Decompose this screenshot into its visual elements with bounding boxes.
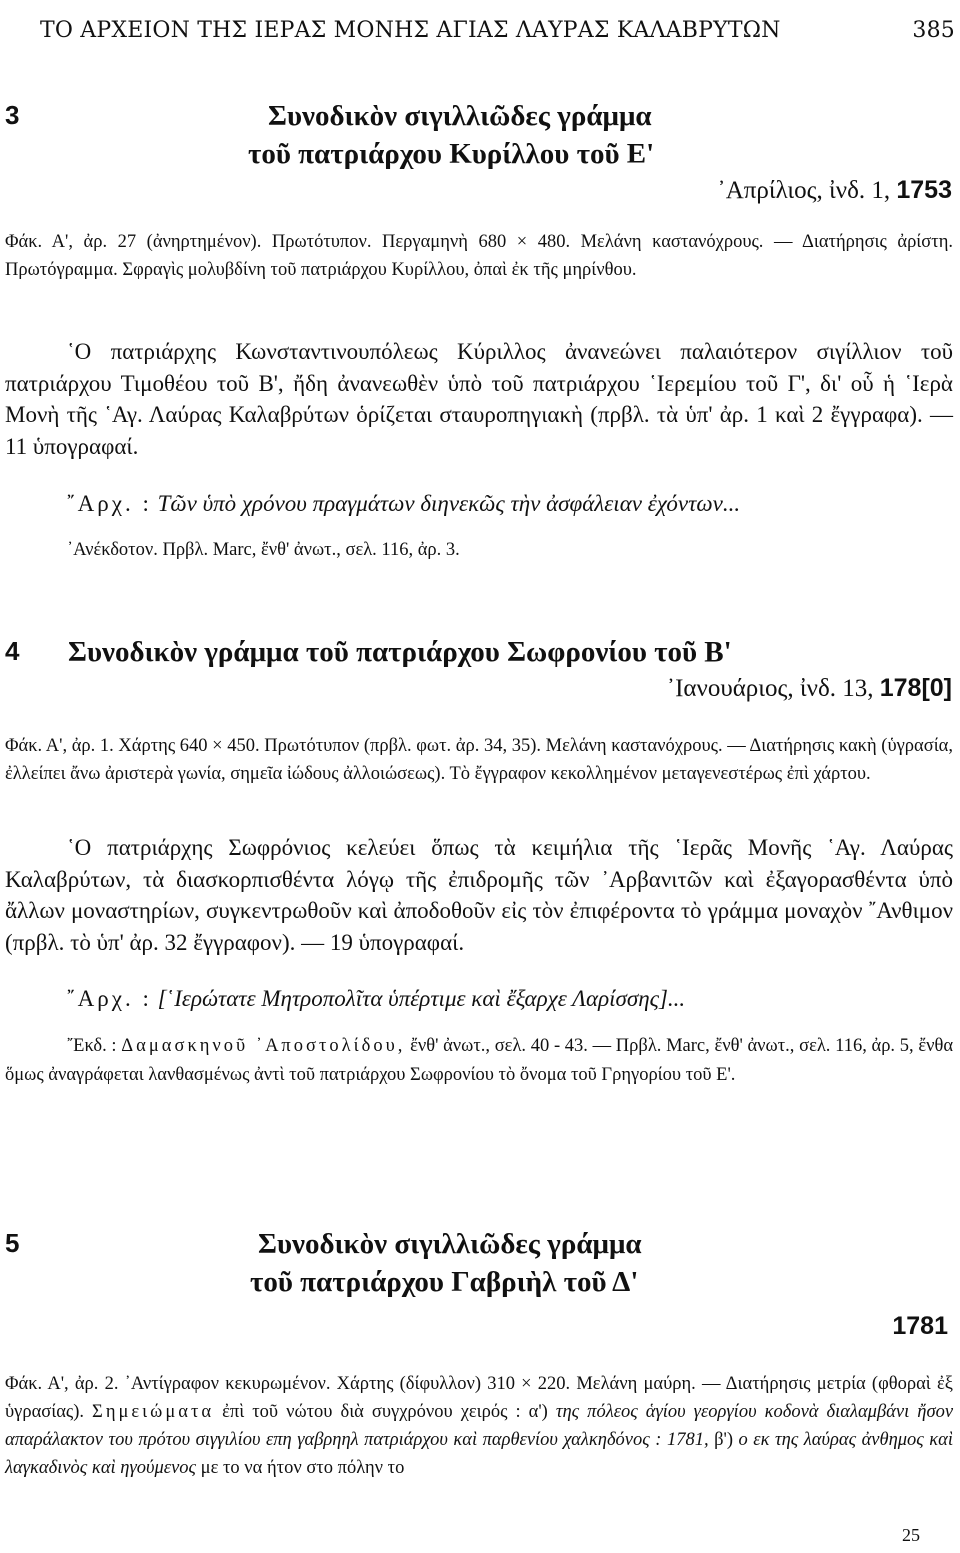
- doc4-edition-rest: ἔνθ' ἀνωτ., σελ. 40 - 43. — Πρβλ. Marc, ἔνθ' ἀνωτ., σελ. 116, ἀρ. 5, ἔνθα ὅμως ἀναγράφεται λανθασμένως ἀντὶ τοῦ πατριάρχου Σωφρονίου τὸ ὄνομα τοῦ Γρηγορίου τοῦ Ε'.: [5, 1036, 954, 1085]
- doc3-number: 3: [5, 100, 20, 130]
- doc3-body: [5, 336, 953, 462]
- doc4-number: 4: [5, 636, 20, 666]
- doc3-incipit: [67, 491, 740, 517]
- doc5-title-line1: Συνοδικὸν σιγιλλιῶδες γράμμα: [258, 1228, 642, 1260]
- doc4-incipit-text: [῾Ιερώτατε Μητροπολῖτα ὑπέρτιμε καὶ ἔξαρχε Λαρίσσης]...: [157, 986, 686, 1011]
- signature-mark: 25: [902, 1525, 920, 1545]
- doc5-note-a: της πόλεος ἁγίου γεοργίου κοδονὰ διαλαμβάνι ἤσον απαράλακτον του πρότου σιγγιλίου επη γαβρηηλ πατριάρχου καὶ παρθενίου χαλκηδόνος : 1781,: [5, 1402, 954, 1450]
- doc5-title-line2: τοῦ πατριάρχου Γαβριὴλ τοῦ Δ': [250, 1266, 639, 1298]
- doc5-description-start: Φάκ. Α', ἀρ. 2. ᾿Αντίγραφον κεκυρωμένον. Χάρτης (δίφυλλον) 310 × 220. Μελάνη μαύρη. — Διατήρησις μετρία (φθοραὶ ἐξ ὑγρασίας).: [5, 1374, 953, 1422]
- doc4-edition-author: Δαμασκηνοῦ ᾿Αποστολίδου,: [121, 1036, 406, 1056]
- doc3-incipit-label: ῎Αρχ. :: [67, 491, 152, 516]
- doc3-body-text: ῾Ο πατριάρχης Κωνσταντινουπόλεως Κύριλλος ἀνανεώνει παλαιότερον σιγίλλιον τοῦ πατριάρχου Τιμοθέου τοῦ Β', ἤδη ἀνανεωθὲν ὑπὸ τοῦ πατριάρχου ῾Ιερεμίου τοῦ Γ', δι' οὗ ἡ ῾Ιερὰ Μονὴ τῆς ῾Αγ. Λαύρας Καλαβρύτων ὁρίζεται σταυροπηγιακὴ (πρβλ. τὰ ὑπ' ἀρ. 1 καὶ 2 ἔγγραφα). — 11 ὑπογραφαί.: [5, 339, 953, 459]
- doc5-note-b-label: β'): [714, 1430, 734, 1450]
- page-number: 385: [912, 18, 955, 43]
- doc4-year: 178[0]: [879, 674, 952, 702]
- running-head: [40, 18, 955, 43]
- doc4-title: Συνοδικὸν γράμμα τοῦ πατριάρχου Σωφρονίου τοῦ Β': [68, 636, 732, 668]
- doc4-incipit: [67, 986, 685, 1012]
- doc3-edition: ᾿Ανέκδοτον. Πρβλ. Marc, ἔνθ' ἀνωτ., σελ. 116, ἀρ. 3.: [67, 540, 460, 560]
- doc4-body: [5, 832, 953, 958]
- doc4-date-text: ᾿Ιανουάριος, ἰνδ. 13,: [666, 675, 874, 702]
- doc4-body-text: ῾Ο πατριάρχης Σωφρόνιος κελεύει ὅπως τὰ κειμήλια τῆς ῾Ιερᾶς Μονῆς ῾Αγ. Λαύρας Καλαβρύτων, τὰ διασκορπισθέντα λόγῳ τῆς ἐπιδρομῆς τῶν ᾿Αρβανιτῶν καὶ ἐξαγορασθέντα ὑπὸ ἄλλων μοναστηρίων, συγκεντρωθοῦν καὶ ἀποδοθοῦν εἰς τὸν ἐπιφέροντα τὸ γράμμα μοναχὸν ῎Ανθιμον (πρβλ. τὸ ὑπ' ἀρ. 32 ἔγγραφον). — 19 ὑπογραφαί.: [5, 835, 953, 955]
- doc4-incipit-label: ῎Αρχ. :: [67, 986, 152, 1011]
- doc5-number: 5: [5, 1228, 20, 1258]
- doc3-dateline: [717, 176, 952, 205]
- doc5-note-b-end: με το να ήτον στο πόλην το: [200, 1458, 405, 1478]
- doc5-notes-label: Σημειώματα: [92, 1402, 215, 1422]
- doc3-date-text: ᾿Απρίλιος, ἰνδ. 1,: [717, 177, 891, 204]
- doc4-description: Φάκ. Α', ἀρ. 1. Χάρτης 640 × 450. Πρωτότυπον (πρβλ. φωτ. ἀρ. 34, 35). Μελάνη καστανόχρους. — Διατήρησις κακὴ (ὑγρασία, ἐλλείπει ἄνω ἀριστερὰ γωνία, σημεῖα ἰώδους ἀλλοιώσεως). Τὸ ἔγγραφον κεκολλημένον μεταγενεστέρως ἐπὶ χάρτου.: [5, 736, 953, 784]
- running-head-title: ΤΟ ΑΡΧΕΙΟΝ ΤΗΣ ΙΕΡΑΣ ΜΟΝΗΣ ΑΓΙΑΣ ΛΑΥΡΑΣ ΚΑΛΑΒΡΥΤΩΝ: [40, 18, 781, 43]
- doc5-note-b: ο εκ της λαύρας ἀνθημος καὶ λαγκαδινὸς καὶ ηγούμενος: [5, 1430, 954, 1478]
- doc3-year: 1753: [896, 176, 952, 204]
- doc5-notes-intro: ἐπὶ τοῦ νώτου διὰ συγχρόνου χειρός : α'): [222, 1402, 548, 1422]
- doc5-year: 1781: [892, 1312, 948, 1340]
- doc3-incipit-text: Τῶν ὑπὸ χρόνου πραγμάτων διηνεκῶς τὴν ἀσφάλειαν ἐχόντων...: [157, 491, 741, 516]
- doc5-description: [5, 1370, 953, 1482]
- doc3-description: Φάκ. Α', ἀρ. 27 (ἀνηρτημένον). Πρωτότυπον. Περγαμηνὴ 680 × 480. Μελάνη καστανόχρους. — Διατήρησις ἀρίστη. Πρωτόγραμμα. Σφραγὶς μολυβδίνη τοῦ πατριάρχου Κυρίλλου, ὀπαὶ ἐκ τῆς μηρίνθου.: [5, 232, 953, 280]
- doc4-dateline: [667, 674, 952, 703]
- doc3-title-line1: Συνοδικὸν σιγιλλιῶδες γράμμα: [268, 100, 652, 132]
- doc4-edition: [5, 1032, 953, 1090]
- doc3-title-line2: τοῦ πατριάρχου Κυρίλλου τοῦ Ε': [248, 138, 655, 170]
- doc4-edition-label: ῎Εκδ. :: [67, 1036, 117, 1056]
